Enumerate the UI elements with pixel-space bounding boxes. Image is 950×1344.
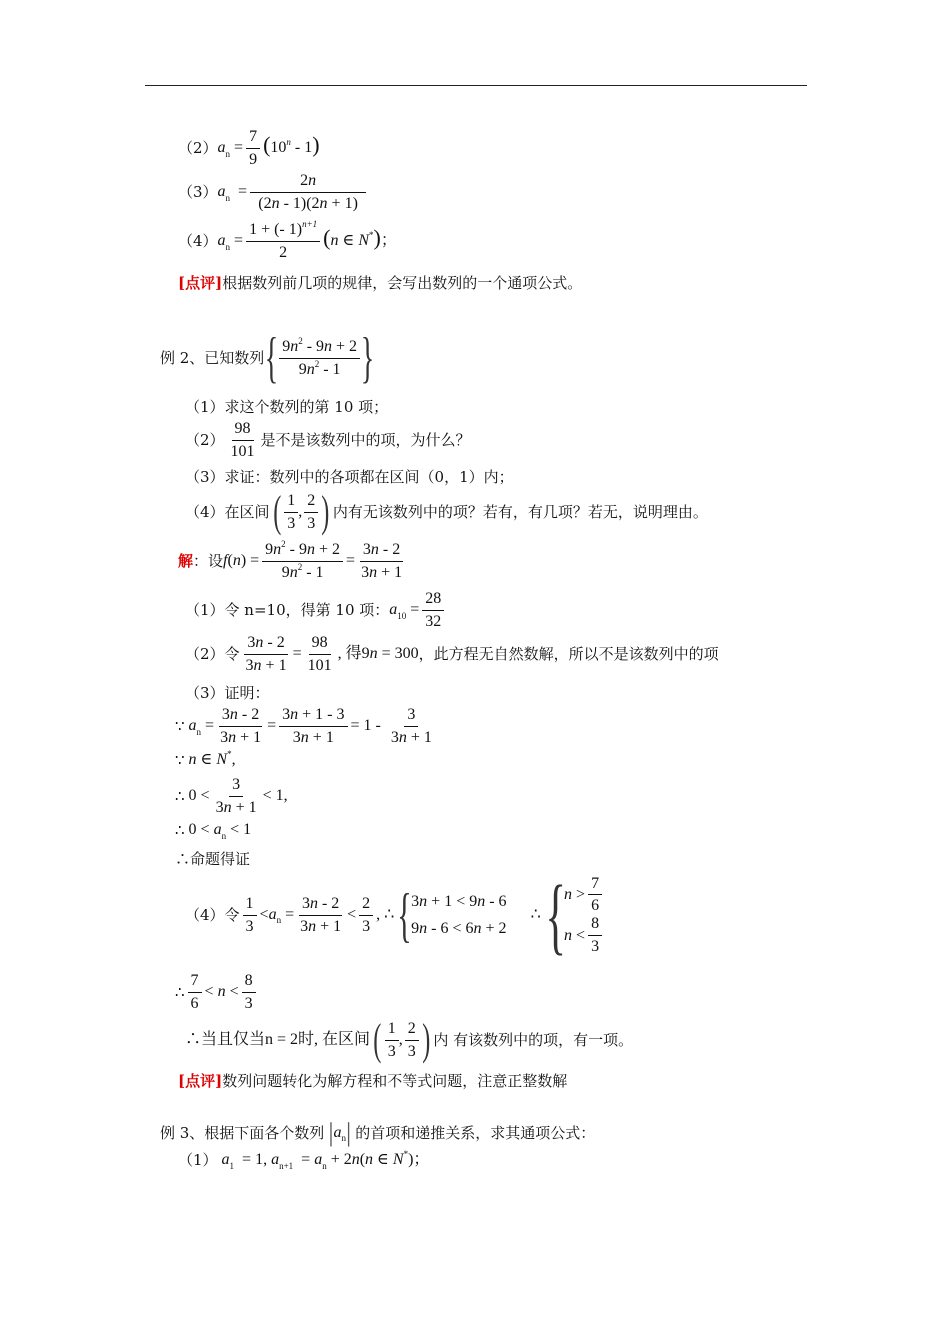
example2-title	[160, 327, 381, 389]
final-conclusion	[185, 1015, 634, 1064]
item-label: （2）	[185, 430, 225, 449]
item-label: （2）令	[185, 644, 240, 663]
solution-text: ，此方程无自然数解，所以不是该数列中的项	[418, 644, 719, 663]
proof-conclusion	[175, 852, 250, 867]
formula: 0 < $\frac{3}{3n + 1}$ < 1,	[184, 776, 288, 816]
comment-text: 数列问题转化为解方程和不等式问题，注意正整数解	[222, 1072, 568, 1090]
item-label: （3）	[178, 182, 218, 201]
formula: $a_n$ = $\frac{7}{9}$ (10$^n$ - 1)	[217, 128, 320, 168]
proof-line-4	[175, 820, 252, 841]
item-label: （4）令	[185, 905, 240, 924]
comment-1	[178, 276, 582, 291]
solution-3-label	[185, 686, 270, 701]
interval-formula: ( $\frac{1}{3}$ , $\frac{2}{3}$ )	[373, 1015, 431, 1064]
solution-set-text: ：设	[193, 551, 224, 570]
example1-item3	[178, 172, 369, 212]
formula: $a_{10}$ = $\frac{28}{32}$	[389, 590, 447, 630]
sequence-formula: { $\frac{9n^2 - 9n + 2}{9n^2 - 1}$ }	[265, 327, 375, 389]
proof-line-3	[175, 776, 288, 816]
formula: n ∈ N*,	[188, 749, 236, 768]
header-rule	[145, 85, 807, 86]
comment-2	[178, 1074, 567, 1089]
example1-item2	[178, 128, 320, 168]
proof-conclusion-text: ∴命题得证	[175, 850, 251, 868]
example2-q1	[185, 400, 388, 415]
range-result	[175, 972, 259, 1012]
therefore-symbol: ∴	[175, 786, 185, 805]
item-label: （2）	[178, 138, 218, 157]
formula: $0 < a_n < 1$	[184, 821, 252, 841]
item-label: （1）	[178, 1150, 218, 1169]
example1-item4	[178, 221, 397, 261]
solution-2	[185, 634, 719, 674]
formula: $a_n$ = $\frac{2n}{(2n - 1)(2n + 1)}$	[218, 172, 370, 212]
formula: $a_n$ = $\frac{3n - 2}{3n + 1}$ = $\frac{3n + 1 - 3}{3n + 1}$ = 1 - $\frac{3}{3n + 1}$	[188, 706, 432, 746]
comment-tag: [点评]	[178, 1072, 223, 1090]
solution-1	[185, 590, 447, 630]
inequality-formula: $\frac{1}{3}$ < a n = $\frac{3n - 2}{3n + 1}$ < $\frac{2}{3}$ , ∴ { 3n + 1 < 9n - 6 9n - 6 < 6n + 2 ∴ { n > $\frac{7}{6}$ n < $\frac{8}{3}$	[240, 872, 606, 958]
example-tail-text: 的首项和递推关系，求其通项公式：	[355, 1123, 596, 1142]
example2-q2	[185, 420, 471, 460]
example-title-text: 例 2、已知数列	[160, 348, 265, 367]
conclusion-tail: 内 有该数列中的项，有一项。	[433, 1030, 634, 1049]
question-text: 内有无该数列中的项？若有，有几项？若无，说明理由。	[332, 502, 708, 521]
formula: $a_n$ = $\frac{1 + (- 1)^{n+1}}{2}$ (n ∈ N*)；	[217, 219, 397, 261]
example2-q3	[185, 470, 514, 485]
solution-tag: 解	[178, 551, 194, 570]
item-label: （4）在区间	[185, 502, 270, 521]
question-text: 是不是该数列中的项，为什么？	[260, 430, 471, 449]
question-text: （3）求证：数列中的各项都在区间（0，1）内；	[185, 468, 514, 486]
example-title-text: 例 3、根据下面各个数列	[160, 1123, 325, 1142]
formula: $\frac{7}{6}$ < n < $\frac{8}{3}$	[185, 972, 259, 1012]
item-label: （3）证明：	[185, 684, 270, 702]
item-label: （4）	[178, 231, 218, 250]
proof-line-2	[175, 749, 236, 769]
formula: $\frac{3n - 2}{3n + 1}$ = $\frac{98}{101}$ , 得9n = 300	[245, 634, 419, 674]
therefore-symbol: ∴	[175, 982, 185, 1001]
question-text: （1）求这个数列的第 10 项；	[185, 398, 389, 416]
comment-tag: [点评]	[178, 274, 223, 292]
therefore-symbol: ∴	[175, 820, 185, 839]
fraction-98-101: $\frac{98}{101}$	[230, 420, 255, 460]
because-symbol: ∵	[175, 750, 185, 769]
formula: $a_1 = 1$, $a_{n+1} = a_n + 2n(n$ ∈ N*)；	[221, 1149, 430, 1171]
interval-formula: ( $\frac{1}{3}$ , $\frac{2}{3}$ )	[272, 487, 330, 536]
solution-text: （1）令 n=10，得第 10 项：	[185, 600, 390, 619]
sequence-symbol: | a n |	[328, 1118, 352, 1147]
conclusion-text: ∴当且仅当n = 2时, 在区间	[185, 1031, 371, 1048]
because-symbol: ∵	[175, 716, 185, 735]
example2-q4	[185, 487, 708, 536]
example3-q1	[178, 1149, 430, 1171]
proof-line-1	[175, 706, 438, 746]
comment-text: 根据数列前几项的规律，会写出数列的一个通项公式。	[222, 274, 583, 292]
solution-header	[178, 541, 408, 581]
example3-title	[160, 1120, 595, 1146]
solution-4	[185, 867, 605, 963]
function-formula: f(n) = $\frac{9n^2 - 9n + 2}{9n^2 - 1}$ = $\frac{3n - 2}{3n + 1}$	[223, 539, 403, 581]
